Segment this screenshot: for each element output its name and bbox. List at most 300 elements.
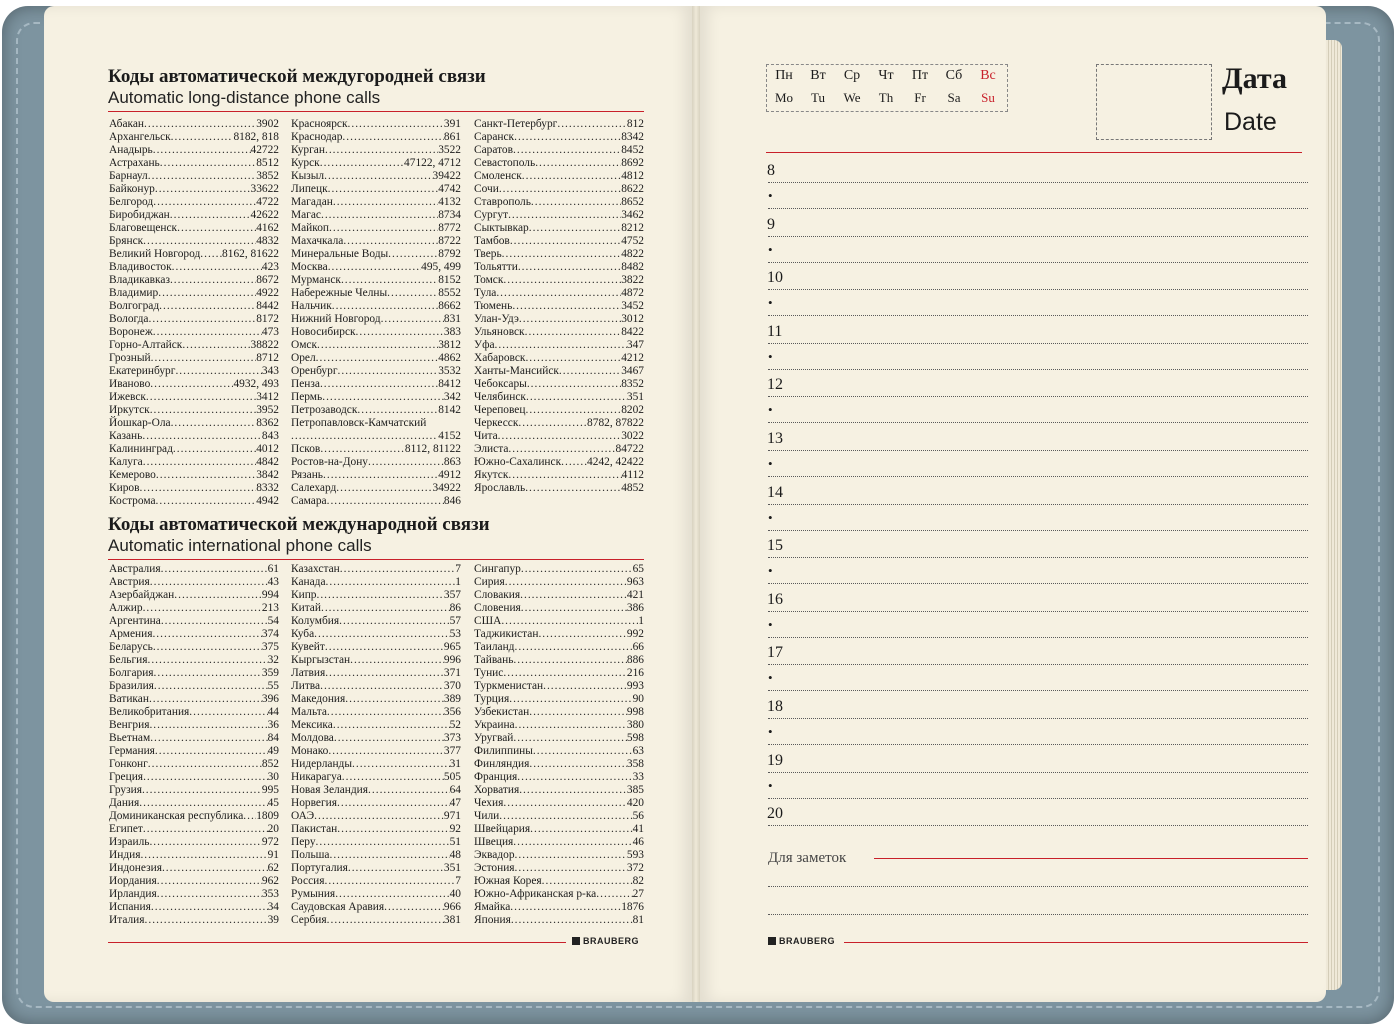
code-entry [109,274,279,287]
dot-leader [329,222,438,235]
schedule-line[interactable] [768,504,1308,505]
dial-code: 8792 [438,248,461,260]
dial-code: 32 [267,654,279,666]
dial-code: 8162, 81622 [222,248,279,260]
hour-label: 8 [767,162,775,179]
dot-leader [510,901,621,914]
weekday-ru-3[interactable]: Чт [878,68,894,83]
dot-leader [513,732,627,745]
dial-code: 8622 [621,183,644,195]
dot-leader [153,144,251,157]
half-hour-bullet: • [768,348,773,364]
place-name: Севастополь [474,157,536,169]
dot-leader [155,745,268,758]
code-entry [474,602,644,615]
place-name: Алжир [109,602,143,614]
code-entry [291,300,461,313]
date-box[interactable] [1096,64,1212,140]
dot-leader [324,170,432,183]
place-name: Новая Зеландия [291,784,369,796]
dial-code: 3842 [256,469,279,481]
schedule-line[interactable] [768,182,1308,183]
dial-code: 966 [443,901,461,913]
dial-code: 385 [626,784,644,796]
code-entry [291,563,461,576]
place-name: Кувейт [291,641,325,653]
place-name: Мальта [291,706,327,718]
schedule-line[interactable] [768,690,1308,691]
code-entry [291,589,461,602]
dial-code: 1 [638,615,644,627]
place-name: Словакия [474,589,521,601]
brand-logo-left: BRAUBERG [572,936,639,946]
dot-leader [149,693,262,706]
dial-code: 90 [632,693,644,705]
dot-leader [381,313,444,326]
code-entry [109,248,279,261]
dial-code: 8342 [621,131,644,143]
code-entry [291,404,461,417]
dot-leader [525,404,621,417]
dial-code: 3022 [621,430,644,442]
code-entry [474,862,644,875]
dial-code: 42622 [250,209,279,221]
code-entry [109,482,279,495]
code-entry [474,456,644,469]
dial-code: 353 [261,888,279,900]
dot-leader [388,248,438,261]
dot-leader [339,615,449,628]
schedule-line[interactable] [768,422,1308,423]
place-name: Норвегия [291,797,337,809]
place-name: Греция [109,771,144,783]
dot-leader [332,300,438,313]
place-name: Вьетнам [109,732,151,744]
weekday-ru-4[interactable]: Пт [911,68,929,83]
code-entry [291,875,461,888]
dial-code: 8692 [621,157,644,169]
code-entry [109,404,279,417]
place-name: Ставрополь [474,196,531,208]
dot-leader [327,914,444,927]
place-name: Иркутск [109,404,150,416]
code-entry [474,443,644,456]
dot-leader [320,443,405,456]
place-name: Липецк [291,183,328,195]
dial-code: 505 [443,771,461,783]
code-entry [109,222,279,235]
dot-leader [530,823,632,836]
code-entry [474,183,644,196]
dial-code: 971 [443,810,461,822]
schedule-line[interactable] [768,369,1308,370]
dot-leader [384,901,444,914]
weekday-en-4[interactable]: Fr [914,90,926,105]
place-name: Доминиканская республика [109,810,244,822]
hour-label: 19 [767,751,783,769]
place-name: Махачкала [291,235,344,247]
dot-leader [508,443,615,456]
code-entry [109,352,279,365]
schedule-line[interactable] [768,772,1308,773]
dial-code: 8552 [438,287,461,299]
code-entry [291,131,461,144]
dial-code: 56 [632,810,644,822]
schedule-line[interactable] [768,664,1308,665]
dot-leader [161,615,268,628]
dial-code: 3852 [256,170,279,182]
code-entry [109,118,279,131]
dial-code: 3812 [438,339,461,351]
dial-code: 48 [449,849,461,861]
schedule-line[interactable] [768,236,1308,237]
code-entry [291,680,461,693]
dot-leader [521,563,633,576]
dot-leader [154,667,262,680]
place-name: Минеральные Воды [291,248,389,260]
dot-leader [328,745,444,758]
place-name: Оренбург [291,365,338,377]
code-entry [474,745,644,758]
brand-square-icon [768,937,776,945]
place-name: Казахстан [291,563,340,575]
dial-code: 3532 [438,365,461,377]
place-name: Хабаровск [474,352,526,364]
place-name: Украина [474,719,515,731]
dial-code: 3952 [256,404,279,416]
dot-leader [158,287,256,300]
code-entry [109,209,279,222]
schedule-line[interactable] [768,396,1308,397]
dot-leader [145,914,268,927]
dial-code: 396 [261,693,279,705]
dial-code: 963 [626,576,644,588]
dot-leader [328,183,439,196]
code-entry [474,901,644,914]
code-entry [109,771,279,784]
schedule-line[interactable] [768,637,1308,638]
place-name: Абакан [109,118,145,130]
dial-code: 49 [267,745,279,757]
dot-leader [321,602,450,615]
place-name: Франция [474,771,518,783]
place-name: Литва [291,680,321,692]
dial-code: 886 [626,654,644,666]
place-name: Владикавказ [109,274,170,286]
place-name: Македония [291,693,346,705]
schedule-line[interactable] [768,583,1308,584]
dot-leader [173,443,256,456]
dial-code: 51 [449,836,461,848]
place-name: Ижевск [109,391,146,403]
weekday-en-5[interactable]: Sa [947,90,961,105]
dot-leader [140,849,267,862]
code-entry [291,888,461,901]
notes-line [768,914,1308,915]
dial-code: 965 [443,641,461,653]
schedule-line[interactable] [768,611,1308,612]
international-column-1 [109,563,279,927]
domestic-codes-title: Коды автоматической междугородней связи [108,66,486,87]
domestic-column-2 [291,118,461,508]
place-name: Владивосток [109,261,172,273]
dial-code: 863 [443,456,461,468]
dial-code: 421 [626,589,644,601]
place-name: Ватикан [109,693,149,705]
dot-leader [317,339,438,352]
place-name: Байконур [109,183,155,195]
dot-leader [337,797,450,810]
hour-label: 15 [767,537,783,555]
place-name: Израиль [109,836,150,848]
dot-leader [171,131,234,144]
schedule-line[interactable] [768,208,1308,209]
dial-code: 8422 [621,326,644,338]
dot-leader [335,888,449,901]
code-entry [291,456,461,469]
dial-code: 8332 [256,482,279,494]
schedule-line[interactable] [768,798,1308,799]
international-red-rule [108,559,644,560]
dial-code: 33 [632,771,644,783]
code-entry [474,810,644,823]
dial-code: 41 [632,823,644,835]
place-name: Якутск [474,469,509,481]
code-entry [474,352,644,365]
code-entry [291,157,461,170]
dial-code: 81 [632,914,644,926]
dot-leader [243,810,256,823]
brand-logo-right: BRAUBERG [768,936,835,946]
place-name: Набережные Челны [291,287,388,299]
code-entry [474,144,644,157]
code-entry [291,706,461,719]
code-entry [109,667,279,680]
hour-label: 12 [767,376,783,394]
dial-code: 4742 [438,183,461,195]
place-name: Австрия [109,576,150,588]
dial-code: 831 [443,313,461,325]
dot-leader [156,469,256,482]
dial-code: 4842 [256,456,279,468]
dot-leader [514,131,621,144]
weekday-en-2[interactable]: We [843,90,861,105]
dot-leader [170,209,251,222]
international-column-3 [474,563,644,927]
dot-leader [348,118,444,131]
schedule-line[interactable] [768,530,1308,531]
dial-code: 846 [443,495,461,507]
place-name: Воронеж [109,326,153,338]
code-entry [291,339,461,352]
dot-leader [341,274,438,287]
place-name: Петропавловск-Камчатский [291,417,427,429]
half-hour-bullet: • [768,402,773,418]
schedule-line[interactable] [768,557,1308,558]
dial-code: 8712 [256,352,279,364]
hour-label: 14 [767,483,783,501]
weekday-ru-0[interactable]: Пн [775,68,793,83]
dial-code: 473 [261,326,279,338]
place-name: Швеция [474,836,514,848]
place-name: Новосибирск [291,326,356,338]
dial-code: 64 [449,784,461,796]
place-name: Бельгия [109,654,148,666]
code-entry [291,823,461,836]
place-name: Курган [291,144,325,156]
dot-leader [156,495,257,508]
schedule-line[interactable] [768,825,1308,826]
dial-code: 4722 [256,196,279,208]
dial-code: 8652 [621,196,644,208]
dial-code: 386 [626,602,644,614]
dial-code: 593 [626,849,644,861]
place-name: Узбекистан [474,706,530,718]
code-entry [291,443,461,456]
weekday-ru-5[interactable]: Сб [945,68,963,83]
schedule-line[interactable] [768,718,1308,719]
weekday-en-6[interactable]: Su [981,90,995,105]
code-entry [109,589,279,602]
dot-leader [150,576,268,589]
dial-code: 420 [626,797,644,809]
weekday-en-0[interactable]: Mo [774,90,794,105]
code-entry [291,118,461,131]
dot-leader [174,589,262,602]
code-entry [474,706,644,719]
dot-leader [160,157,256,170]
header-red-rule [766,152,1302,153]
dial-code: 20 [267,823,279,835]
dot-leader [149,836,261,849]
place-name: Челябинск [474,391,526,403]
dial-code: 8662 [438,300,461,312]
code-entry [291,615,461,628]
code-entry [291,771,461,784]
code-entry [474,209,644,222]
domestic-column-3 [474,118,644,495]
dot-leader [170,274,256,287]
schedule-line[interactable] [768,289,1308,290]
weekday-ru-2[interactable]: Ср [843,68,861,83]
place-name: Красноярск [291,118,348,130]
dot-leader [529,222,621,235]
dial-code: 47 [449,797,461,809]
dial-code: 63 [632,745,644,757]
dot-leader [508,209,621,222]
code-entry [109,495,279,508]
dot-leader [322,391,444,404]
dial-code: 356 [443,706,461,718]
place-name: Смоленск [474,170,522,182]
place-name: Иордания [109,875,157,887]
weekday-ru-1[interactable]: Вт [810,68,826,83]
dot-leader [326,576,456,589]
dot-leader [291,430,438,443]
code-entry [291,758,461,771]
dot-leader [316,352,439,365]
dot-leader [324,875,455,888]
dot-leader [146,391,256,404]
dial-code: 65 [632,563,644,575]
dot-leader [514,641,632,654]
place-name: Южная Корея [474,875,542,887]
code-entry [474,836,644,849]
place-name: Омск [291,339,318,351]
code-entry [474,274,644,287]
place-name: Кызыл [291,170,325,182]
dial-code: 4832 [256,235,279,247]
schedule-line[interactable] [768,744,1308,745]
schedule-line[interactable] [768,476,1308,477]
code-entry [109,339,279,352]
place-name: Улан-Удэ [474,313,519,325]
place-name: Вологда [109,313,149,325]
place-name: Йошкар-Ола [109,417,171,429]
code-entry [291,209,461,222]
code-entry [291,170,461,183]
dot-leader [320,378,438,391]
weekday-en-1[interactable]: Tu [811,90,825,105]
international-codes-subtitle: Automatic international phone calls [108,536,372,555]
place-name: Нижний Новгород [291,313,381,325]
place-name: Салехард [291,482,337,494]
dot-leader [559,365,621,378]
place-name: Бразилия [109,680,154,692]
dot-leader [143,823,268,836]
schedule-line[interactable] [768,315,1308,316]
dot-leader [157,888,262,901]
dot-leader [152,628,261,641]
dot-leader [148,313,256,326]
place-name: Тайвань [474,654,514,666]
place-name: Майкоп [291,222,330,234]
code-entry [109,469,279,482]
dot-leader [150,732,267,745]
dot-leader [142,784,262,797]
code-entry [291,914,461,927]
dial-code: 44 [267,706,279,718]
weekday-en-3[interactable]: Th [878,90,894,105]
code-entry [109,810,279,823]
dial-code: 383 [443,326,461,338]
schedule-line[interactable] [768,343,1308,344]
place-name: Белгород [109,196,154,208]
dot-leader [172,261,262,274]
code-entry [109,628,279,641]
dial-code: 374 [261,628,279,640]
schedule-line[interactable] [768,450,1308,451]
dial-code: 30 [267,771,279,783]
dot-leader [350,654,444,667]
schedule-line[interactable] [768,262,1308,263]
code-entry [109,235,279,248]
place-name: Турция [474,693,510,705]
dial-code: 3822 [621,274,644,286]
dot-leader [177,222,256,235]
dot-leader [143,235,256,248]
domestic-codes-subtitle: Automatic long-distance phone calls [108,88,381,107]
place-name: Таиланд [474,641,515,653]
code-entry [474,875,644,888]
code-entry [109,615,279,628]
code-entry [109,745,279,758]
dial-code: 4922 [256,287,279,299]
dial-code: 995 [261,784,279,796]
code-entry [291,901,461,914]
weekday-ru-6[interactable]: Вс [980,68,996,83]
dial-code: 8512 [256,157,279,169]
